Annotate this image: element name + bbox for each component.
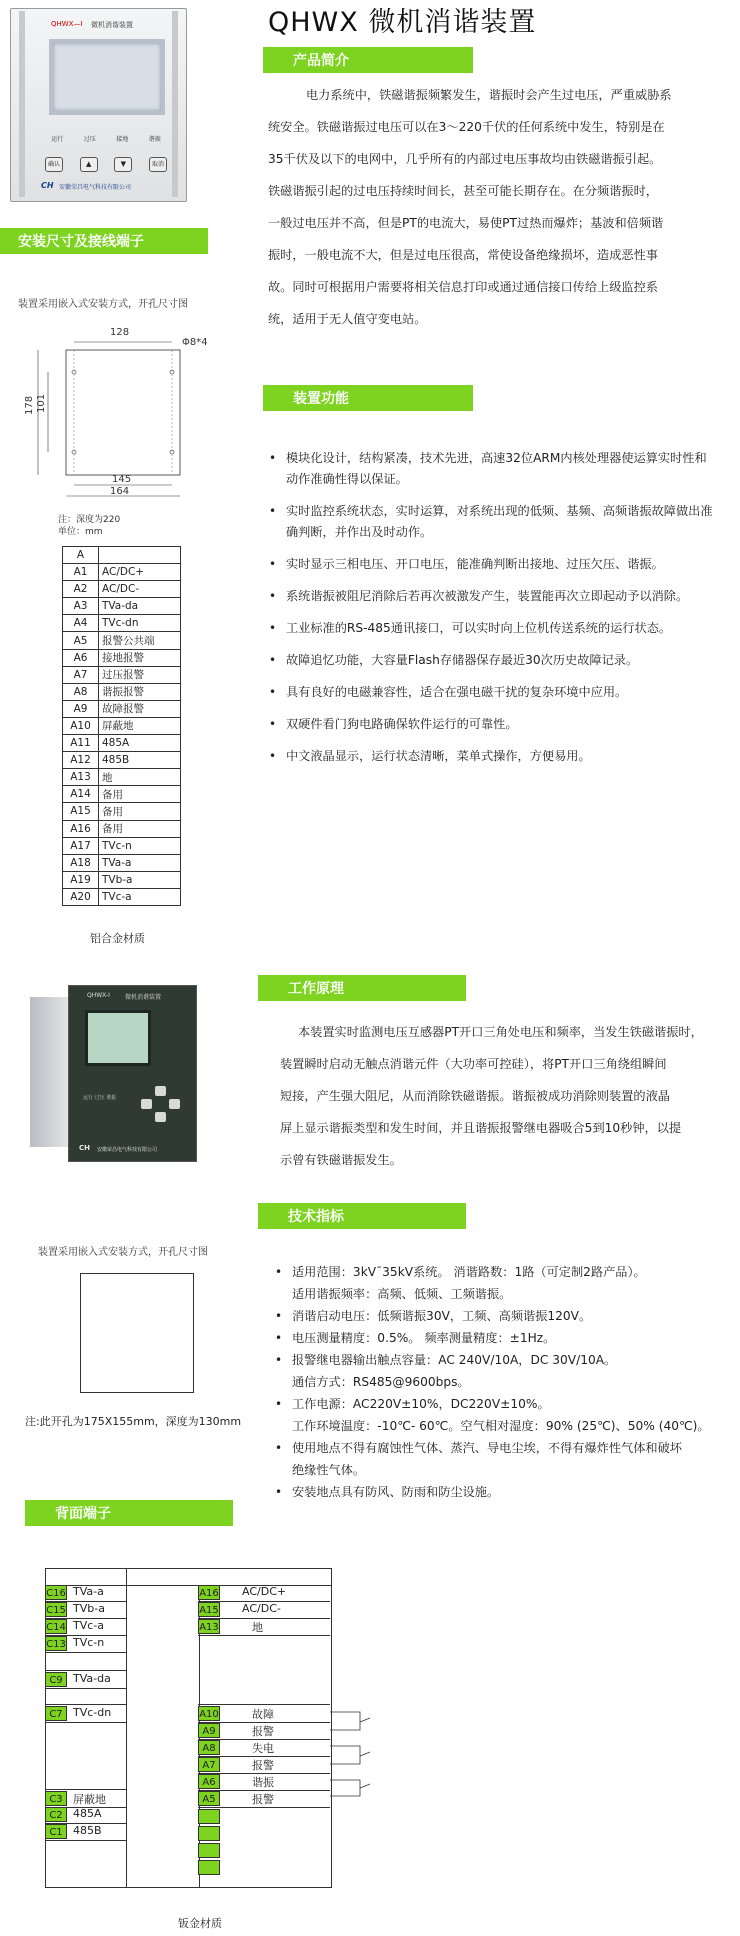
list-item: 通信方式：RS485@9600bps。 (292, 1375, 470, 1389)
principle-text: 本装置实时监测电压互感器PT开口三角处电压和频率，当发生铁磁谐振时， 装置瞬时启动无触点消谐元件（大功率可控硅），将PT开口三角绕组瞬间 短接，产生强大阻尼，从而消除铁磁谐振。谐振被成功消除则装置的液晶 屏上显示谐振类型和发生时间，并且谐振报警继电器吸合5到10秒钟，以提 示曾有铁磁谐振发生。 (280, 1025, 703, 1167)
specs-install-note: 装置采用嵌入式安装方式，开孔尺寸图 (38, 1247, 208, 1258)
led-label: 运行 (51, 136, 64, 143)
terminal-row: A8 失电 (198, 1739, 330, 1757)
table-row: A11 485A (63, 735, 181, 752)
brand-logo-icon: CH (79, 1144, 90, 1152)
section-back-header: 背面端子 (25, 1500, 233, 1526)
terminal-row: A7 报警 (198, 1756, 330, 1774)
list-item: • 故障追忆功能，大容量Flash存储器保存最近30次历史故障记录。 (266, 650, 718, 671)
list-item: • 使用地点不得有腐蚀性气体、蒸汽、导电尘埃，不得有爆炸性气体和破坏 (272, 1438, 734, 1459)
table-row: A19 TVb-a (63, 871, 181, 888)
cancel-key: 取消 (149, 157, 167, 172)
terminal-row: A5 报警 (198, 1790, 330, 1808)
table-row: A3 TVa-da (63, 598, 181, 615)
table-row: A2 AC/DC- (63, 581, 181, 598)
terminal-row: A6 谐振 (198, 1773, 330, 1791)
terminal-row: C7 TVc-dn (45, 1704, 126, 1723)
list-item: • 报警继电器输出触点容量：AC 240V/10A，DC 30V/10A。 (272, 1350, 734, 1371)
table-row: A14 备用 (63, 786, 181, 803)
device2-leds: 运行 过压 谐振 (83, 1095, 117, 1101)
terminal-row: C16 TVa-a (45, 1584, 126, 1602)
section-principle-header: 工作原理 (258, 975, 466, 1001)
table-row: A16 备用 (63, 820, 181, 837)
device2-brand: 安徽荣昌电气科技有限公司 (97, 1147, 158, 1153)
section-intro-header: 产品简介 (263, 47, 473, 73)
table-row: A12 485B (63, 752, 181, 769)
install-note: 装置采用嵌入式安装方式，开孔尺寸图 (18, 299, 188, 310)
terminal-row: C13 TVc-n (45, 1635, 126, 1653)
list-item: • 实时监控系统状态，实时运算，对系统出现的低频、基频、高频谐振故障做出准确判断，并作出及时动作。 (266, 501, 718, 543)
list-item: • 适用范围：3kV¯35kV系统。 消谐路数：1路（可定制2路产品）。 (272, 1262, 734, 1283)
list-item: • 消谐启动电压：低频谐振30V，工频、高频谐振120V。 (272, 1306, 734, 1327)
device-model: QHWX—I (51, 20, 83, 28)
spec-list (272, 1262, 734, 1504)
confirm-key: 确认 (45, 157, 63, 172)
list-item: 绝缘性气体。 (292, 1463, 366, 1477)
terminal-row: A9 报警 (198, 1722, 330, 1740)
section-install-header: 安装尺寸及接线端子 (0, 228, 208, 254)
device2-name: 微机消谐装置 (125, 994, 162, 1001)
terminal-row: C14 TVc-a (45, 1618, 126, 1636)
dim-top: 128 (110, 327, 130, 338)
dim-bottom-inner: 145 (112, 474, 132, 485)
unit-note: 单位：mm (58, 527, 103, 537)
terminal-row: C3 屏蔽地 (45, 1789, 126, 1808)
terminal-row: C15 TVb-a (45, 1601, 126, 1619)
hole-note: 注:此开孔为175X155mm，深度为130mm (25, 1415, 242, 1428)
device-angled-image (30, 985, 195, 1160)
led-label: 谐振 (148, 136, 161, 143)
terminal-row: C1 485B (45, 1823, 126, 1841)
table-row: A7 过压报警 (63, 666, 181, 683)
terminal-row: A15 AC/DC- (198, 1601, 330, 1619)
terminal-row: A10 故障 (198, 1704, 330, 1723)
list-item: • 中文液晶显示，运行状态清晰，菜单式操作，方便易用。 (266, 746, 718, 767)
table-row: A5 报警公共端 (63, 632, 181, 649)
list-item: • 实时显示三相电压、开口电压，能准确判断出接地、过压欠压、谐振。 (266, 554, 718, 575)
intro-text: 电力系统中，铁磁谐振频繁发生，谐振时会产生过电压，严重威胁系 统安全。铁磁谐振过电压可以在3～220千伏的任何系统中发生，特别是在 35千伏及以下的电网中，几乎所有的内部过电压事故均由铁磁谐振引起。 铁磁谐振引起的过电压持续时间长，甚至可能长期存在。在分频谐振时， 一般过电压并不高，但是PT的电流大，易使PT过热而爆炸；基波和倍频谐 振时，一般电流不大，但是过电压很高，常使设备绝缘损坏，造成恶性事 故。同时可根据用户需要将相关信息打印或通过通信接口传给上级监控系 统，适用于无人值守变电站。 (268, 88, 672, 326)
up-key: ▲ (80, 157, 98, 172)
table-row: A6 接地报警 (63, 649, 181, 666)
led-label: 过压 (83, 136, 96, 143)
function-list (266, 448, 718, 778)
terminal-row: A16 AC/DC+ (198, 1584, 330, 1602)
device-front-image (10, 8, 187, 202)
list-item: • 模块化设计，结构紧凑，技术先进，高速32位ARM内核处理器使运算实时性和动作准确性得以保证。 (266, 448, 718, 490)
list-item: • 工业标准的RS-485通讯接口，可以实时向上位机传送系统的运行状态。 (266, 618, 718, 639)
list-item: • 工作电源：AC220V±10%，DC220V±10%。 (272, 1394, 734, 1415)
device-brand: 安徽荣昌电气科技有限公司 (59, 184, 132, 191)
dim-left-outer: 178 (24, 395, 35, 415)
page-title: QHWX 微机消谐装置 (268, 7, 537, 38)
device2-model: QHWX-I (87, 992, 110, 999)
list-item: • 具有良好的电磁兼容性，适合在强电磁干扰的复杂环境中应用。 (266, 682, 718, 703)
list-item: • 系统谐振被阻尼消除后若再次被激发产生，装置能再次立即起动予以消除。 (266, 586, 718, 607)
section-specs-header: 技术指标 (258, 1203, 466, 1229)
pin-table (62, 546, 181, 906)
table-row: A17 TVc-n (63, 837, 181, 854)
dim-hole: Φ8*4 (182, 337, 208, 348)
down-key: ▼ (114, 157, 132, 172)
lcd-screen (49, 39, 165, 115)
led-label: 接地 (116, 136, 129, 143)
table-row: A4 TVc-dn (63, 615, 181, 632)
device-name: 微机消谐装置 (91, 21, 133, 29)
lcd-screen-2 (85, 1010, 151, 1066)
table-row: A9 故障报警 (63, 700, 181, 717)
list-item: 工作环境温度：-10℃- 60℃。空气相对湿度：90% (25℃)、50% (40℃)。 (292, 1419, 710, 1433)
section-functions-header: 装置功能 (263, 385, 473, 411)
dim-bottom-outer: 164 (110, 486, 130, 497)
depth-note: 注：深度为220 (58, 515, 121, 525)
back-left-terminals (45, 1584, 126, 1886)
table-row: A15 备用 (63, 803, 181, 820)
terminal-row: A13 地 (198, 1618, 330, 1636)
back-material-label: 钣金材质 (178, 1917, 222, 1930)
terminal-row: C2 485A (45, 1806, 126, 1824)
table-row: A20 TVc-a (63, 888, 181, 905)
list-item: • 电压测量精度：0.5%。 频率测量精度：±1Hz。 (272, 1328, 734, 1349)
table-row: A10 屏蔽地 (63, 717, 181, 734)
list-item: 适用谐振频率：高频、低频、工频谐振。 (292, 1287, 512, 1301)
list-item: • 安装地点具有防风、防雨和防尘设施。 (272, 1482, 734, 1503)
table-row: A (63, 547, 181, 564)
material-label: 铝合金材质 (90, 932, 145, 945)
table-row: A13 地 (63, 769, 181, 786)
dim-left-inner: 101 (36, 393, 47, 413)
table-row: A8 谐振报警 (63, 683, 181, 700)
cutout-diagram (80, 1273, 194, 1393)
table-row: A18 TVa-a (63, 854, 181, 871)
list-item: • 双硬件看门狗电路确保软件运行的可靠性。 (266, 714, 718, 735)
terminal-row: C9 TVa-da (45, 1670, 126, 1689)
brand-logo-icon: CH (41, 181, 54, 190)
relay-contact-diagram (320, 1700, 390, 1800)
table-row: A1 AC/DC+ (63, 564, 181, 581)
